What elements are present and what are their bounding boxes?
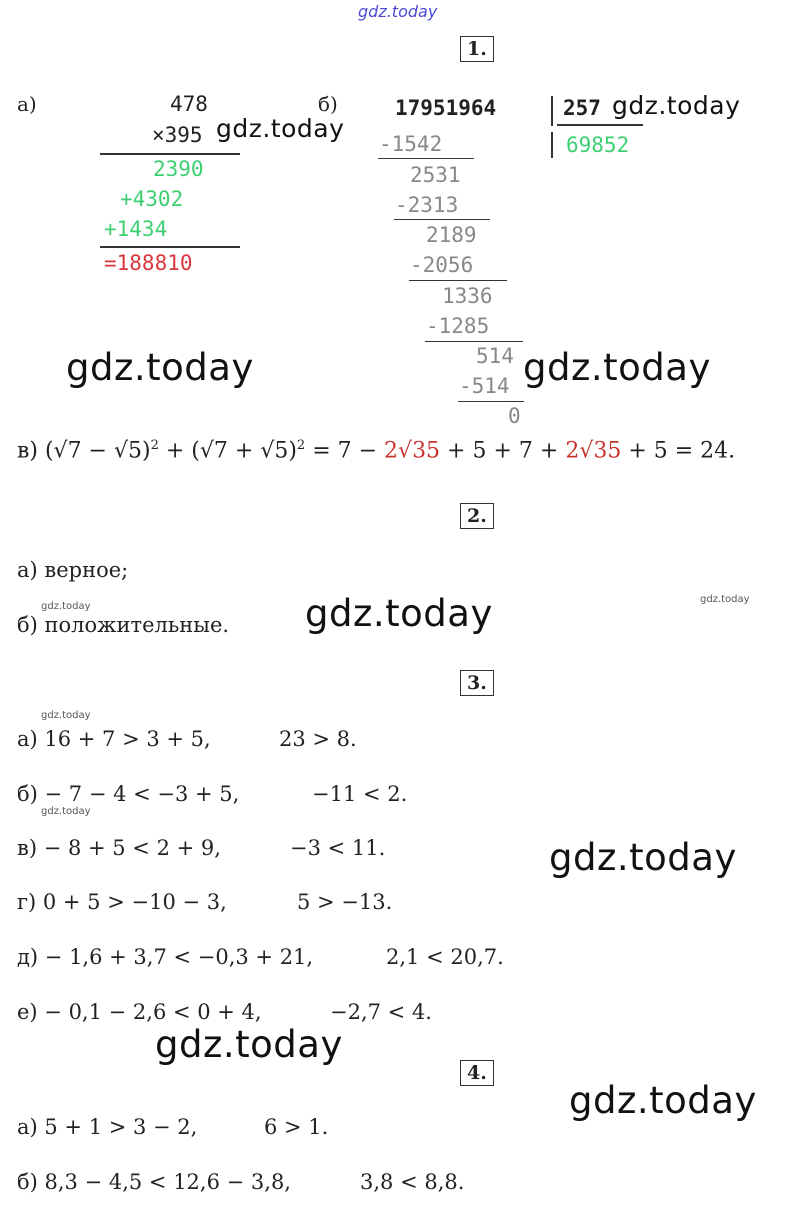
div-step-2: 2531: [410, 163, 461, 187]
task1-b-label: б): [318, 92, 338, 116]
div-step-4: 2189: [426, 223, 477, 247]
div-line-5: [458, 401, 524, 402]
task3-e-left: д) − 1,6 + 3,7 < −0,3 + 21,: [17, 945, 314, 969]
div-step-6: 1336: [442, 284, 493, 308]
quotient: 69852: [566, 133, 630, 157]
dividend: 17951964: [395, 96, 497, 120]
task3-b-left: б) − 7 − 4 < −3 + 5,: [17, 782, 240, 806]
div-step-10: 0: [508, 404, 521, 428]
task-number-2: 2.: [460, 503, 494, 529]
task3-f-right: −2,7 < 4.: [330, 1000, 432, 1024]
task2-line-b: б) положительные.: [17, 613, 230, 637]
task3-f-left: е) − 0,1 − 2,6 < 0 + 4,: [17, 1000, 262, 1024]
mult-second: ×395: [152, 123, 203, 147]
task3-d-right: 5 > −13.: [297, 890, 393, 914]
divisor-underline: [557, 124, 643, 126]
task3-e-right: 2,1 < 20,7.: [386, 945, 504, 969]
v-red-term-1: 2√35: [384, 438, 441, 464]
task3-c-right: −3 < 11.: [290, 836, 386, 860]
task2-line-a: а) верное;: [17, 558, 129, 582]
watermark-small-3: gdz.today: [41, 710, 91, 721]
div-line-4: [425, 341, 523, 342]
mult-line-2: [100, 246, 240, 248]
division-bar-2: [551, 132, 553, 158]
mult-partial-1: 2390: [153, 157, 204, 181]
watermark-small-2: gdz.today: [700, 594, 750, 605]
watermark-divisor: gdz.today: [612, 91, 741, 120]
watermark-4: gdz.today: [549, 836, 737, 879]
v-eq1: = 7 −: [305, 438, 385, 464]
mult-partial-2: +4302: [120, 187, 184, 211]
watermark-3: gdz.today: [305, 592, 493, 635]
watermark-top: gdz.today: [358, 2, 438, 21]
mult-partial-3: +1434: [104, 217, 168, 241]
v-square-1: 2: [150, 438, 159, 453]
mult-top: 478: [170, 92, 208, 116]
watermark-small-4: gdz.today: [41, 806, 91, 817]
task-number-4: 4.: [460, 1060, 494, 1086]
watermark-6: gdz.today: [569, 1079, 757, 1122]
mult-result: =188810: [104, 251, 193, 275]
div-line-2: [394, 219, 490, 220]
div-step-5: -2056: [410, 253, 474, 277]
mult-line-1: [100, 153, 240, 155]
divisor: 257: [563, 96, 601, 120]
div-step-1: -1542: [379, 132, 443, 156]
div-step-9: -514: [459, 374, 510, 398]
task4-a-right: 6 > 1.: [264, 1115, 329, 1139]
task3-d-left: г) 0 + 5 > −10 − 3,: [17, 890, 227, 914]
task1-a-label: а): [17, 92, 37, 116]
div-step-8: 514: [476, 344, 514, 368]
v-mid: + 5 + 7 +: [440, 438, 566, 464]
watermark-2: gdz.today: [523, 346, 711, 389]
div-line-3: [409, 280, 507, 281]
task4-b-right: 3,8 < 8,8.: [360, 1170, 465, 1194]
task-number-1: 1.: [460, 36, 494, 62]
v-part2: (√7 + √5): [191, 438, 297, 464]
task3-a-left: а) 16 + 7 > 3 + 5,: [17, 727, 211, 751]
task1-v-label: в): [17, 438, 38, 464]
v-tail: + 5 = 24.: [621, 438, 736, 464]
watermark-1: gdz.today: [66, 346, 254, 389]
watermark-small-1: gdz.today: [41, 601, 91, 612]
task-number-3: 3.: [460, 670, 494, 696]
task3-a-right: 23 > 8.: [279, 727, 357, 751]
task3-line-a: [17, 727, 211, 751]
v-red-term-2: 2√35: [565, 438, 622, 464]
div-step-3: -2313: [395, 193, 459, 217]
task3-b-right: −11 < 2.: [312, 782, 408, 806]
task4-a-left: а) 5 + 1 > 3 − 2,: [17, 1115, 198, 1139]
task3-c-left: в) − 8 + 5 < 2 + 9,: [17, 836, 221, 860]
task1-v-expression: [17, 438, 735, 463]
v-part1: (√7 − √5): [44, 438, 151, 464]
division-bar-1: [551, 96, 553, 126]
task4-b-left: б) 8,3 − 4,5 < 12,6 − 3,8,: [17, 1170, 291, 1194]
v-plus: +: [158, 438, 192, 464]
watermark-mult: gdz.today: [216, 114, 345, 143]
watermark-5: gdz.today: [155, 1023, 343, 1066]
v-square-2: 2: [296, 438, 306, 453]
div-step-7: -1285: [426, 314, 490, 338]
div-line-1: [378, 158, 474, 159]
